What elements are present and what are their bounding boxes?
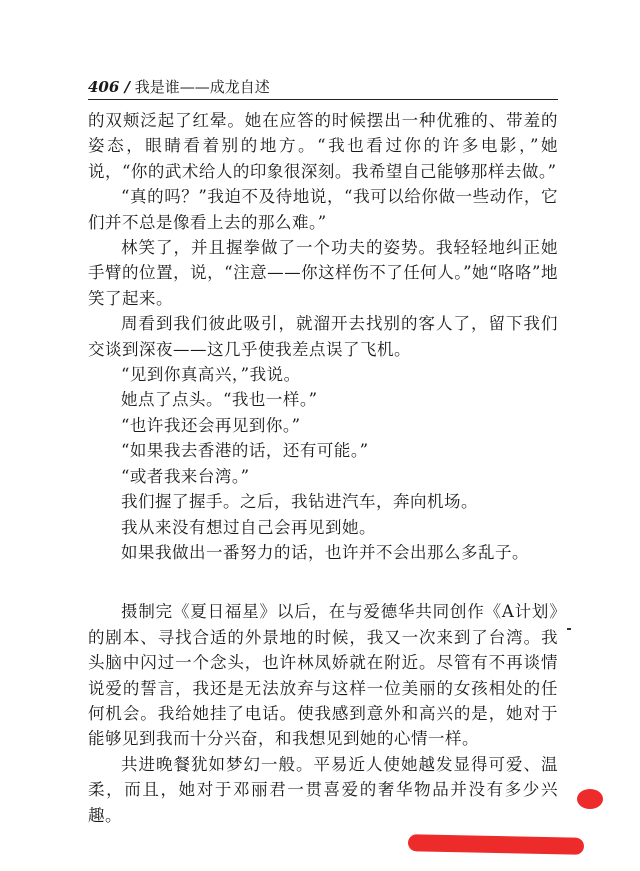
paragraph: 的双颊泛起了红晕。她在应答的时候摆出一种优雅的、带羞的姿态，眼睛看着别的地方。“我也看过你的许多电影，”她说，“你的武术给人的印象很深刻。我希望自己能够那样去做。” [88,111,558,181]
paragraph: 摄制完《夏日福星》以后，在与爱德华共同创作《A计划》的剧本、寻找合适的外景地的时候，我又一次来到了台湾。我头脑中闪过一个念头，也许林凤娇就在附近。尽管有不再谈情说爱的誓言，我还是无法放弃与这样一位美丽的女孩相处的任何机会。我给她挂了电话。使我感到意外和高兴的是，她对于能够见到我而十分兴奋，和我想见到她的心情一样。 [88,602,558,749]
paragraph: 周看到我们彼此吸引，就溜开去找别的客人了，留下我们交谈到深夜——这几乎使我差点误了飞机。 [88,314,558,359]
dialog-line: 如果我做出一番努力的话，也许并不会出那么多乱子。 [121,542,529,562]
running-header [88,76,558,100]
paragraph: 林笑了，并且握拳做了一个功夫的姿势。我轻轻地纠正她手臂的位置，说，“注意——你这样伤不了任何人。”她“咯咯”地笑了起来。 [88,238,558,308]
dialog-line: “也许我还会再见到你。” [121,415,301,435]
red-annotation-dot [577,789,603,809]
running-title: 我是谁——成龙自述 [134,78,270,96]
page-number: 406 / [88,78,131,96]
paragraph: 共进晚餐犹如梦幻一般。平易近人使她越发显得可爱、温柔，而且，她对于邓丽君一贯喜爱的奢华物品并没有多少兴趣。 [88,754,558,825]
section-break [88,565,558,599]
dialog-line: 我们握了握手。之后，我钻进汽车，奔向机场。 [121,492,478,512]
dialog-line: 她点了点头。“我也一样。” [121,390,318,410]
dialog-line: “见到你真高兴，”我说。 [121,365,301,385]
dialog-line: “如果我去香港的话，还有可能。” [121,441,369,461]
scan-speck [567,628,571,630]
dialog-line: “或者我来台湾。” [121,466,250,486]
body-text [88,108,558,828]
red-underline-annotation [408,834,584,855]
paragraph: “真的吗？”我迫不及待地说，“我可以给你做一些动作，它们并不总是像看上去的那么难。” [88,187,558,232]
dialog-line: 我从来没有想过自己会再见到她。 [121,517,376,537]
header-rule [88,99,558,100]
